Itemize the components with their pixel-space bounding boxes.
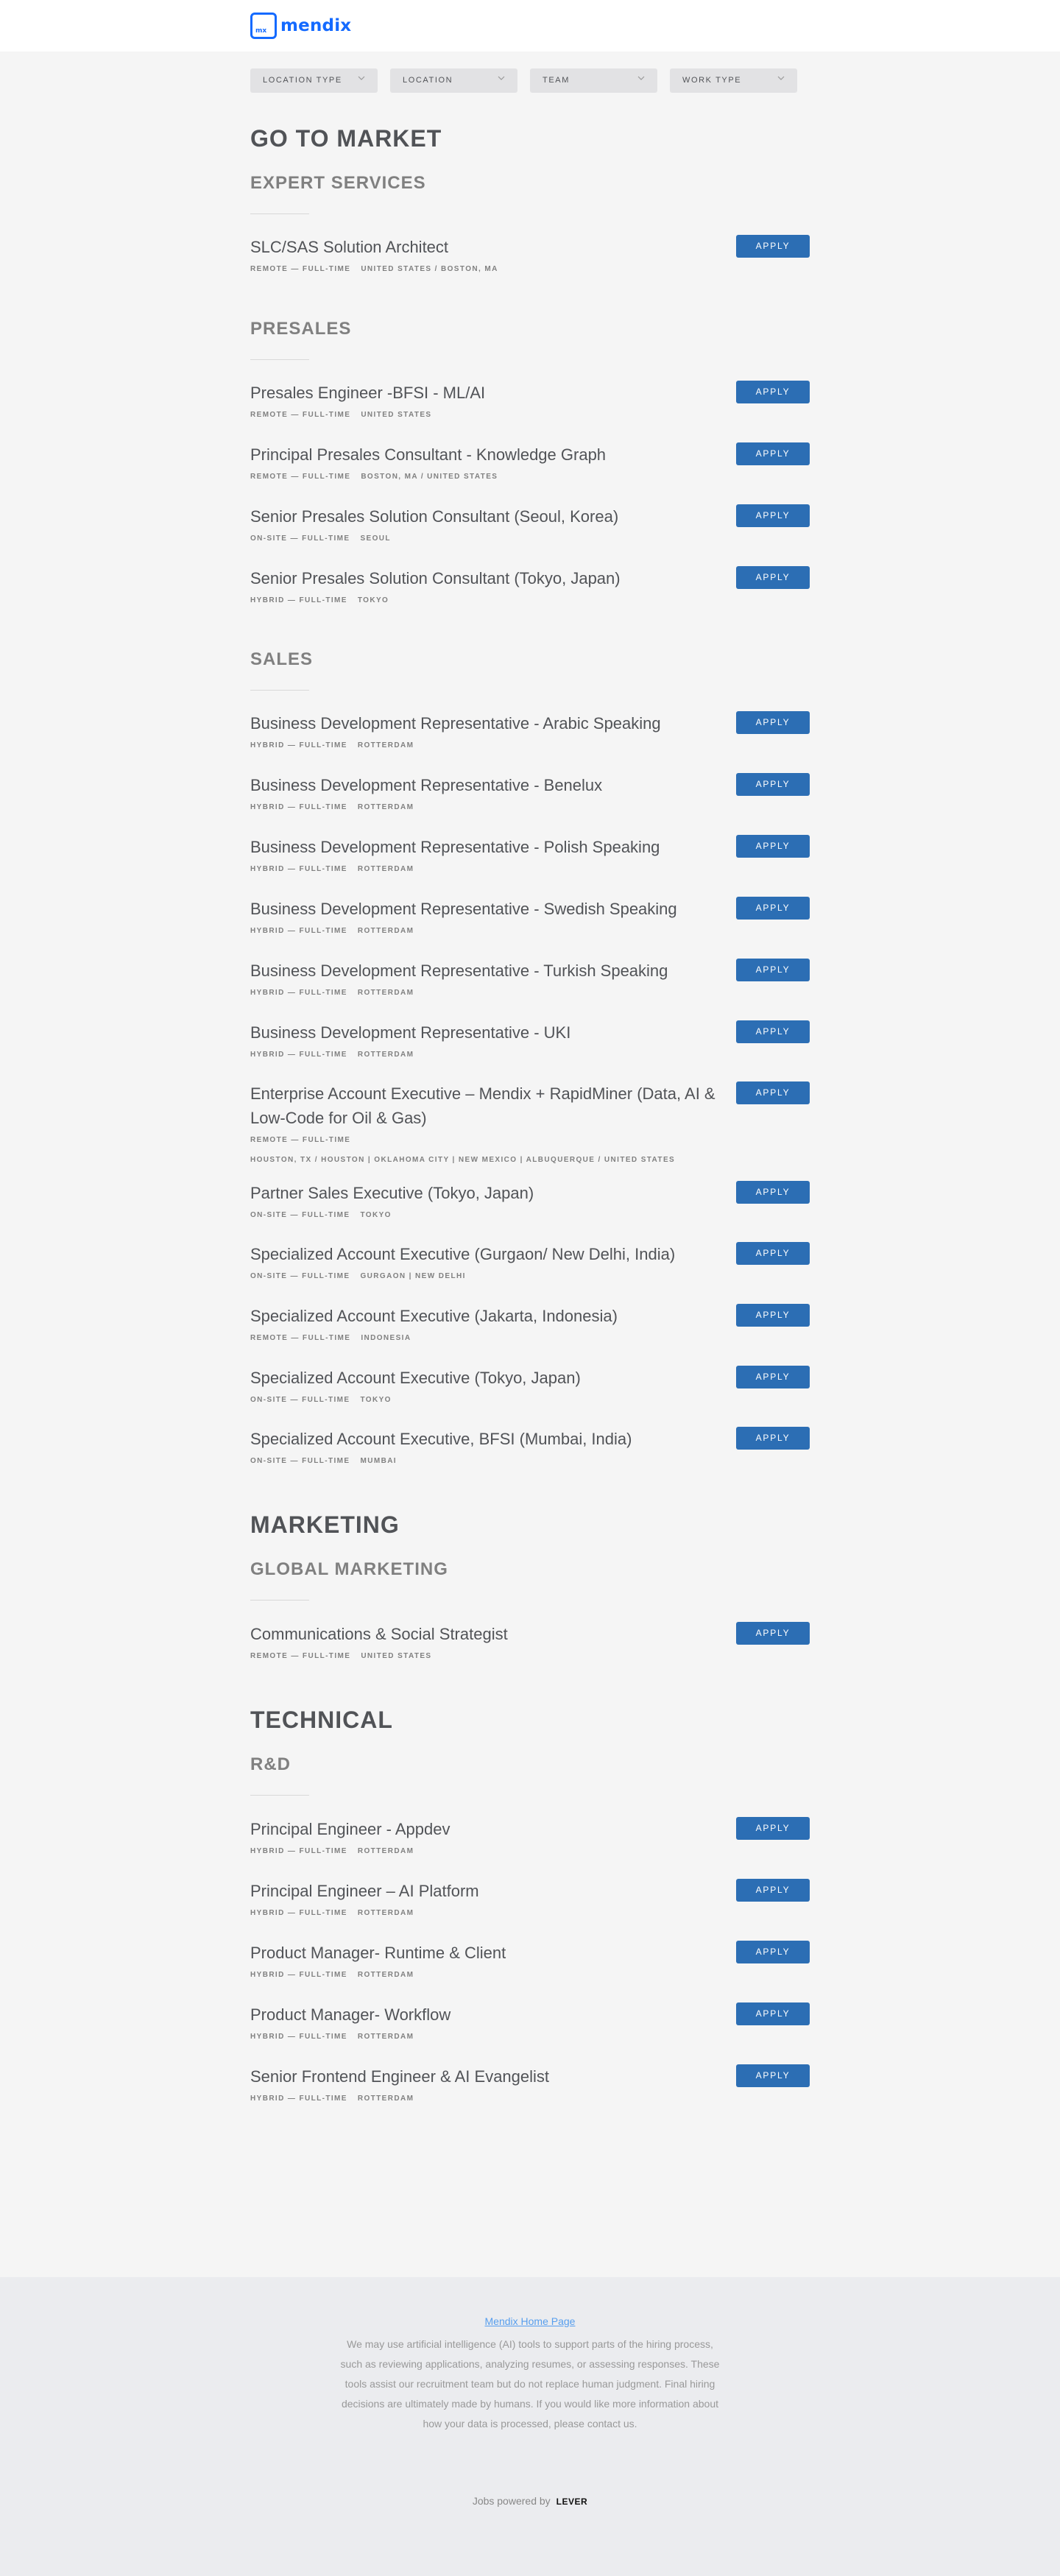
posting-location: ROTTERDAM	[357, 865, 414, 873]
powered-by-text: Jobs powered by	[472, 2495, 551, 2507]
posting-location: ROTTERDAM	[357, 1847, 414, 1855]
posting-title[interactable]: Senior Frontend Engineer & AI Evangelist	[250, 2067, 550, 2086]
apply-button[interactable]: APPLY	[736, 1081, 810, 1104]
posting-meta	[250, 1843, 810, 1860]
posting-title[interactable]: Specialized Account Executive (Jakarta, Indonesia)	[250, 1307, 618, 1325]
posting-location: MUMBAI	[360, 1457, 397, 1465]
posting-meta	[250, 737, 810, 755]
posting-commitment: HYBRID — FULL-TIME	[250, 1051, 347, 1059]
posting-title[interactable]: Business Development Representative - Arabic Speaking	[250, 714, 661, 733]
posting-title[interactable]: Communications & Social Strategist	[250, 1625, 508, 1643]
posting-commitment: HYBRID — FULL-TIME	[250, 1847, 347, 1855]
posting-title[interactable]: Business Development Representative - Turkish Speaking	[250, 961, 668, 980]
posting	[250, 959, 810, 1002]
team-title: EXPERT SERVICES	[250, 173, 426, 193]
posting-location: BOSTON, MA / UNITED STATES	[361, 473, 498, 481]
posting-commitment: HYBRID — FULL-TIME	[250, 865, 347, 873]
posting-title[interactable]: Specialized Account Executive, BFSI (Mumbai, India)	[250, 1430, 632, 1448]
posting-location: ROTTERDAM	[357, 803, 414, 811]
posting-meta	[250, 261, 810, 278]
posting	[250, 381, 810, 424]
posting-location: ROTTERDAM	[357, 927, 414, 935]
filter-label: TEAM	[543, 76, 570, 85]
apply-button[interactable]: APPLY	[736, 235, 810, 258]
posting-title[interactable]: Specialized Account Executive (Gurgaon/ New Delhi, India)	[250, 1245, 676, 1263]
posting-meta	[250, 1046, 810, 1064]
powered-by	[0, 2495, 1060, 2507]
posting-title[interactable]: Partner Sales Executive (Tokyo, Japan)	[250, 1184, 534, 1202]
filter-work-type[interactable]	[670, 68, 797, 93]
posting	[250, 1427, 810, 1470]
posting-title[interactable]: Enterprise Account Executive – Mendix + RapidMiner (Data, AI & Low-Code for Oil & Gas)	[250, 1084, 716, 1127]
posting-location: ROTTERDAM	[357, 2033, 414, 2041]
apply-button[interactable]: APPLY	[736, 1427, 810, 1450]
filter-label: WORK TYPE	[682, 76, 742, 85]
apply-button[interactable]: APPLY	[736, 835, 810, 858]
posting	[250, 1622, 810, 1665]
apply-button[interactable]: APPLY	[736, 1622, 810, 1645]
posting-meta	[250, 468, 810, 486]
posting-location: ROTTERDAM	[357, 1971, 414, 1979]
posting-meta	[250, 2028, 810, 2046]
posting-location: ROTTERDAM	[357, 741, 414, 749]
posting-title[interactable]: Senior Presales Solution Consultant (Seoul, Korea)	[250, 507, 619, 526]
group-title: TECHNICAL	[250, 1707, 393, 1733]
posting	[250, 1817, 810, 1860]
posting-meta	[250, 1330, 810, 1347]
posting-meta	[250, 592, 810, 610]
posting	[250, 2064, 810, 2108]
posting-commitment: HYBRID — FULL-TIME	[250, 803, 347, 811]
posting-commitment: REMOTE — FULL-TIME	[250, 411, 351, 419]
posting-location: GURGAON | NEW DELHI	[360, 1272, 466, 1280]
posting-title[interactable]: Presales Engineer -BFSI - ML/AI	[250, 384, 486, 402]
posting-commitment: HYBRID — FULL-TIME	[250, 1971, 347, 1979]
mendix-logo[interactable]	[250, 13, 351, 39]
posting-meta	[250, 922, 810, 940]
posting-commitment: REMOTE — FULL-TIME	[250, 1652, 351, 1660]
logo-wordmark: mendix	[280, 16, 352, 35]
apply-button[interactable]: APPLY	[736, 1304, 810, 1327]
footer	[0, 2277, 1060, 2576]
apply-button[interactable]: APPLY	[736, 2002, 810, 2025]
posting-commitment: HYBRID — FULL-TIME	[250, 989, 347, 997]
posting-location: ROTTERDAM	[357, 989, 414, 997]
posting-meta	[250, 1966, 810, 1984]
posting-commitment: HYBRID — FULL-TIME	[250, 927, 347, 935]
posting-title[interactable]: Product Manager- Runtime & Client	[250, 1944, 506, 1962]
posting-commitment: HYBRID — FULL-TIME	[250, 2033, 347, 2041]
posting-location: SEOUL	[360, 534, 391, 543]
apply-button[interactable]: APPLY	[736, 1817, 810, 1840]
posting-meta	[250, 1905, 810, 1922]
posting-commitment: REMOTE — FULL-TIME	[250, 473, 351, 481]
posting-commitment: HYBRID — FULL-TIME	[250, 1909, 347, 1917]
chevron-down-icon	[777, 74, 785, 82]
filter-location-type[interactable]	[250, 68, 378, 93]
posting-meta	[250, 984, 810, 1002]
filter-label: LOCATION	[403, 76, 453, 85]
apply-button[interactable]: APPLY	[736, 1941, 810, 1963]
posting-location: UNITED STATES	[361, 1652, 432, 1660]
posting-location: UNITED STATES	[361, 411, 432, 419]
posting-meta	[250, 1268, 810, 1285]
team-divider	[250, 359, 309, 360]
posting	[250, 1304, 810, 1347]
posting-meta	[250, 1453, 810, 1470]
apply-button[interactable]: APPLY	[736, 1181, 810, 1204]
team-title: SALES	[250, 649, 314, 669]
posting-meta	[250, 1648, 810, 1665]
posting-commitment: HYBRID — FULL-TIME	[250, 2095, 347, 2103]
team-title: GLOBAL MARKETING	[250, 1559, 448, 1579]
apply-button[interactable]: APPLY	[736, 566, 810, 589]
ai-notice: We may use artificial intelligence (AI) tools to support parts of the hiring process, such as reviewing applications, analyzing resumes, or assessing responses. These tools assist our recruitment team but do not replace human judgment. Final hiring decisions are ultimately made by humans. If you would like more information about how your data is processed, please contact us.	[340, 2338, 720, 2429]
posting	[250, 1081, 810, 1170]
posting	[250, 2002, 810, 2046]
apply-button[interactable]: APPLY	[736, 1366, 810, 1388]
posting-title[interactable]: Senior Presales Solution Consultant (Tokyo, Japan)	[250, 569, 621, 587]
apply-button[interactable]: APPLY	[736, 897, 810, 920]
posting	[250, 897, 810, 940]
posting-title[interactable]: Principal Engineer – AI Platform	[250, 1882, 479, 1900]
team-title: PRESALES	[250, 319, 352, 339]
group-title: MARKETING	[250, 1511, 400, 1538]
posting	[250, 1020, 810, 1064]
posting	[250, 1181, 810, 1224]
filter-label: LOCATION TYPE	[263, 76, 342, 85]
team-title: R&D	[250, 1754, 291, 1774]
posting-commitment: REMOTE — FULL-TIME	[250, 1334, 351, 1342]
chevron-down-icon	[637, 74, 645, 82]
apply-button[interactable]: APPLY	[736, 1020, 810, 1043]
posting	[250, 566, 810, 610]
posting-meta	[250, 406, 810, 424]
posting	[250, 1242, 810, 1285]
filter-location[interactable]	[390, 68, 517, 93]
home-page-link[interactable]: Mendix Home Page	[484, 2315, 576, 2327]
posting-location: INDONESIA	[361, 1334, 411, 1342]
posting	[250, 711, 810, 755]
posting	[250, 1941, 810, 1984]
posting-location: HOUSTON, TX / HOUSTON | OKLAHOMA CITY | NEW MEXICO | ALBUQUERQUE / UNITED STATES	[250, 1156, 676, 1164]
posting-commitment: ON-SITE — FULL-TIME	[250, 1396, 350, 1404]
posting-location: ROTTERDAM	[357, 1909, 414, 1917]
apply-button[interactable]: APPLY	[736, 381, 810, 403]
posting-commitment: ON-SITE — FULL-TIME	[250, 1211, 350, 1219]
posting-commitment: ON-SITE — FULL-TIME	[250, 1272, 350, 1280]
posting	[250, 442, 810, 486]
posting-title[interactable]: Business Development Representative - UKI	[250, 1023, 571, 1042]
logo-mark-text: mx	[255, 27, 267, 35]
posting	[250, 1366, 810, 1409]
mendix-logo-icon	[250, 13, 277, 39]
posting-title[interactable]: Product Manager- Workflow	[250, 2005, 451, 2024]
posting-location: ROTTERDAM	[357, 2095, 414, 2103]
posting-commitment: HYBRID — FULL-TIME	[250, 741, 347, 749]
apply-button[interactable]: APPLY	[736, 504, 810, 527]
apply-button[interactable]: APPLY	[736, 711, 810, 734]
chevron-down-icon	[498, 74, 505, 82]
posting	[250, 504, 810, 548]
posting-commitment: REMOTE — FULL-TIME	[250, 265, 351, 273]
filter-team[interactable]	[530, 68, 657, 93]
posting-title[interactable]: Principal Presales Consultant - Knowledge Graph	[250, 445, 607, 464]
apply-button[interactable]: APPLY	[736, 773, 810, 796]
posting-title[interactable]: Business Development Representative - Polish Speaking	[250, 838, 660, 856]
apply-button[interactable]: APPLY	[736, 442, 810, 465]
apply-button[interactable]: APPLY	[736, 2064, 810, 2087]
apply-button[interactable]: APPLY	[736, 1879, 810, 1902]
posting-meta	[250, 1391, 810, 1409]
team-divider	[250, 1600, 309, 1601]
posting-commitment: ON-SITE — FULL-TIME	[250, 534, 350, 543]
posting-location: TOKYO	[357, 596, 389, 604]
chevron-down-icon	[358, 74, 365, 82]
posting	[250, 835, 810, 878]
posting-meta	[250, 1130, 810, 1170]
team-divider	[250, 690, 309, 691]
posting-meta	[250, 799, 810, 816]
group-title: GO TO MARKET	[250, 125, 442, 152]
team-divider	[250, 1795, 309, 1796]
lever-logo[interactable]: LEVER	[556, 2496, 588, 2507]
posting	[250, 235, 810, 278]
posting-meta	[250, 2090, 810, 2108]
posting	[250, 1879, 810, 1922]
posting-title[interactable]: Business Development Representative - Swedish Speaking	[250, 900, 677, 918]
apply-button[interactable]: APPLY	[736, 1242, 810, 1265]
posting-commitment: REMOTE — FULL-TIME	[250, 1136, 351, 1144]
posting-meta	[250, 861, 810, 878]
posting-location: ROTTERDAM	[357, 1051, 414, 1059]
posting-location: TOKYO	[360, 1396, 392, 1404]
apply-button[interactable]: APPLY	[736, 959, 810, 981]
posting-title[interactable]: Business Development Representative - Benelux	[250, 776, 603, 794]
posting-meta	[250, 530, 810, 548]
posting-location: TOKYO	[360, 1211, 392, 1219]
top-bar	[0, 0, 1060, 52]
filter-bar	[250, 68, 797, 93]
posting-commitment: HYBRID — FULL-TIME	[250, 596, 347, 604]
posting-title[interactable]: Specialized Account Executive (Tokyo, Japan)	[250, 1369, 581, 1387]
posting-meta	[250, 1207, 810, 1224]
posting-title[interactable]: Principal Engineer - Appdev	[250, 1820, 451, 1838]
posting-location: UNITED STATES / BOSTON, MA	[361, 265, 498, 273]
posting-commitment: ON-SITE — FULL-TIME	[250, 1457, 350, 1465]
posting-title[interactable]: SLC/SAS Solution Architect	[250, 238, 449, 256]
posting	[250, 773, 810, 816]
